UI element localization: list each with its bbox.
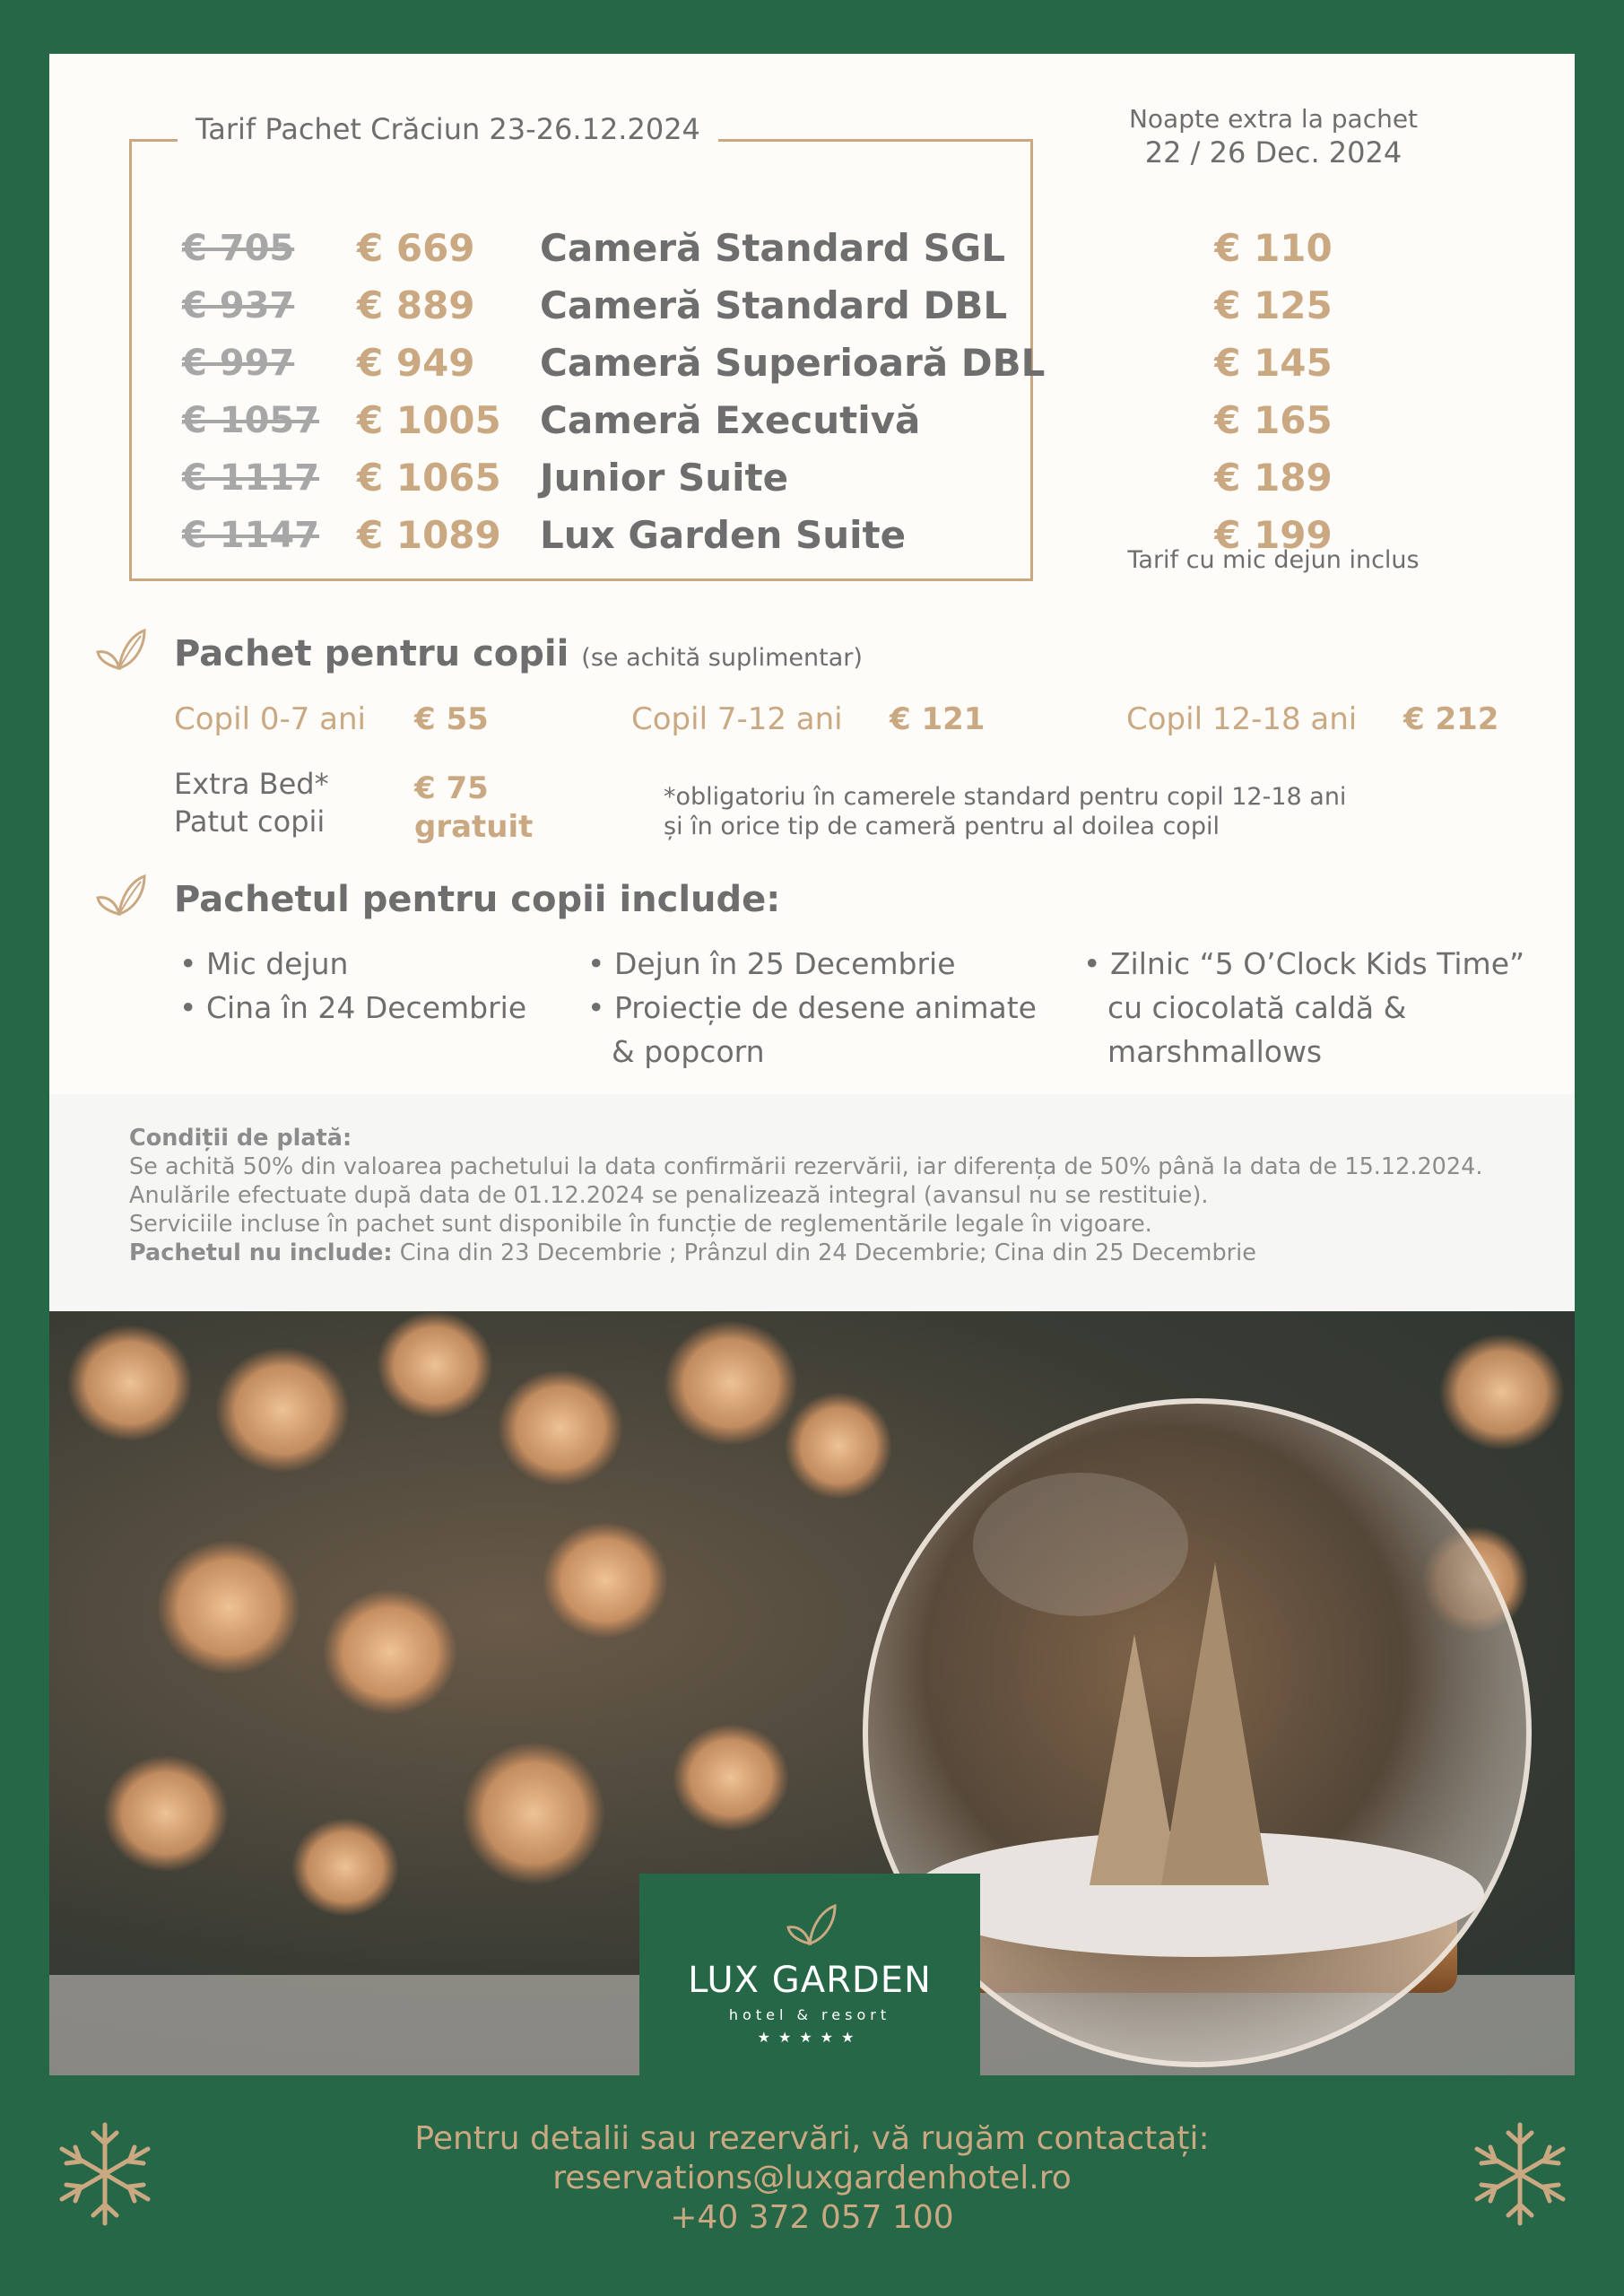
includes-column — [179, 942, 526, 1030]
kids-package-title-text: Pachet pentru copii — [174, 633, 569, 674]
extra-bed-label: Extra Bed* — [174, 767, 329, 801]
contact-line: Pentru detalii sau rezervări, vă rugăm contactați: — [414, 2120, 1210, 2157]
payment-line: Anulările efectuate după data de 01.12.2024 se penalizează integral (avansul nu se restituie). — [129, 1182, 1209, 1209]
old-price: € 1057 — [182, 400, 320, 441]
kid-age-price: € 55 — [414, 701, 489, 737]
extra-bed-note: *obligatoriu în camerele standard pentru copil 12-18 ani — [664, 783, 1347, 811]
payment-line: Se achită 50% din valoarea pachetului la data confirmării rezervării, iar diferența de 50% până la data de 15.12.2024. — [129, 1153, 1483, 1180]
logo-name: LUX GARDEN — [688, 1960, 932, 2001]
extra-night-price: € 165 — [1214, 398, 1333, 442]
list-item: • Zilnic “5 O’Clock Kids Time” — [1083, 946, 1525, 981]
room-row — [49, 220, 1575, 277]
extra-night-price: € 125 — [1214, 283, 1333, 327]
package-price: € 669 — [357, 226, 475, 270]
old-price: € 705 — [182, 228, 295, 269]
logo-stars: ★★★★★ — [757, 2029, 863, 2046]
room-row — [49, 335, 1575, 392]
cot-price: gratuit — [414, 809, 534, 845]
breakfast-note: Tarif cu mic dejun inclus — [1127, 546, 1420, 574]
extra-night-dates: 22 / 26 Dec. 2024 — [1144, 135, 1403, 170]
kids-package-title-note: (se achită suplimentar) — [581, 644, 863, 672]
contact-phone[interactable]: +40 372 057 100 — [670, 2199, 954, 2236]
price-card — [49, 54, 1575, 1311]
includes-column — [587, 942, 1037, 1074]
extra-night-heading: Noapte extra la pachet — [1128, 104, 1419, 134]
room-name: Lux Garden Suite — [540, 513, 907, 557]
list-item: • Cina în 24 Decembrie — [179, 990, 527, 1025]
package-price: € 889 — [357, 283, 475, 327]
leaf-icon — [92, 871, 146, 918]
package-price: € 949 — [357, 341, 475, 385]
extra-night-price: € 189 — [1214, 456, 1333, 500]
hotel-logo — [639, 1874, 980, 2075]
old-price: € 937 — [182, 285, 295, 326]
kids-includes-title: Pachetul pentru copii include: — [174, 879, 781, 920]
extra-bed-note: și în orice tip de cameră pentru al doilea copil — [664, 813, 1220, 840]
extra-night-price: € 110 — [1214, 226, 1333, 270]
package-title: Tarif Pachet Crăciun 23-26.12.2024 — [178, 111, 718, 147]
room-row — [49, 449, 1575, 507]
list-item: & popcorn — [612, 1034, 765, 1069]
room-name: Cameră Superioară DBL — [540, 341, 1046, 385]
excludes-label: Pachetul nu include: — [129, 1239, 393, 1266]
room-row — [49, 277, 1575, 335]
cot-label: Patut copii — [174, 804, 326, 839]
kid-age-label: Copil 0-7 ani — [174, 701, 366, 737]
leaf-icon — [92, 625, 146, 672]
kid-age-label: Copil 7-12 ani — [631, 701, 843, 737]
old-price: € 1117 — [182, 457, 320, 499]
package-price: € 1005 — [357, 398, 501, 442]
payment-excludes — [129, 1239, 1482, 1267]
list-item: • Dejun în 25 Decembrie — [587, 946, 956, 981]
kid-age-price: € 121 — [890, 701, 986, 737]
room-name: Junior Suite — [540, 456, 789, 500]
room-name: Cameră Executivă — [540, 398, 921, 442]
list-item: marshmallows — [1107, 1034, 1323, 1069]
list-item: cu ciocolată caldă & — [1107, 990, 1407, 1025]
old-price: € 997 — [182, 343, 295, 384]
old-price: € 1147 — [182, 515, 320, 556]
room-name: Cameră Standard SGL — [540, 226, 1005, 270]
extra-night-price: € 199 — [1214, 513, 1333, 557]
room-row — [49, 392, 1575, 449]
package-price: € 1065 — [357, 456, 501, 500]
contact-email[interactable]: reservations@luxgardenhotel.ro — [552, 2160, 1072, 2196]
extra-night-price: € 145 — [1214, 341, 1333, 385]
logo-subtitle: hotel & resort — [728, 2006, 891, 2023]
room-name: Cameră Standard DBL — [540, 283, 1008, 327]
kid-age-label: Copil 12-18 ani — [1126, 701, 1358, 737]
list-item: • Proiecție de desene animate — [587, 990, 1037, 1025]
kids-package-title — [174, 631, 863, 681]
payment-conditions — [129, 1124, 1482, 1267]
includes-column — [1083, 942, 1524, 1074]
payment-line: Serviciile incluse în pachet sunt disponibile în funcție de reglementările legale în vigoare. — [129, 1211, 1152, 1238]
kid-age-price: € 212 — [1403, 701, 1499, 737]
extra-bed-price: € 75 — [414, 770, 489, 806]
package-price: € 1089 — [357, 513, 501, 557]
list-item: • Mic dejun — [179, 946, 349, 981]
leaf-icon — [783, 1900, 837, 1947]
excludes-text: Cina din 23 Decembrie ; Prânzul din 24 Decembrie; Cina din 25 Decembrie — [399, 1239, 1256, 1266]
payment-title: Condiții de plată: — [129, 1125, 352, 1152]
